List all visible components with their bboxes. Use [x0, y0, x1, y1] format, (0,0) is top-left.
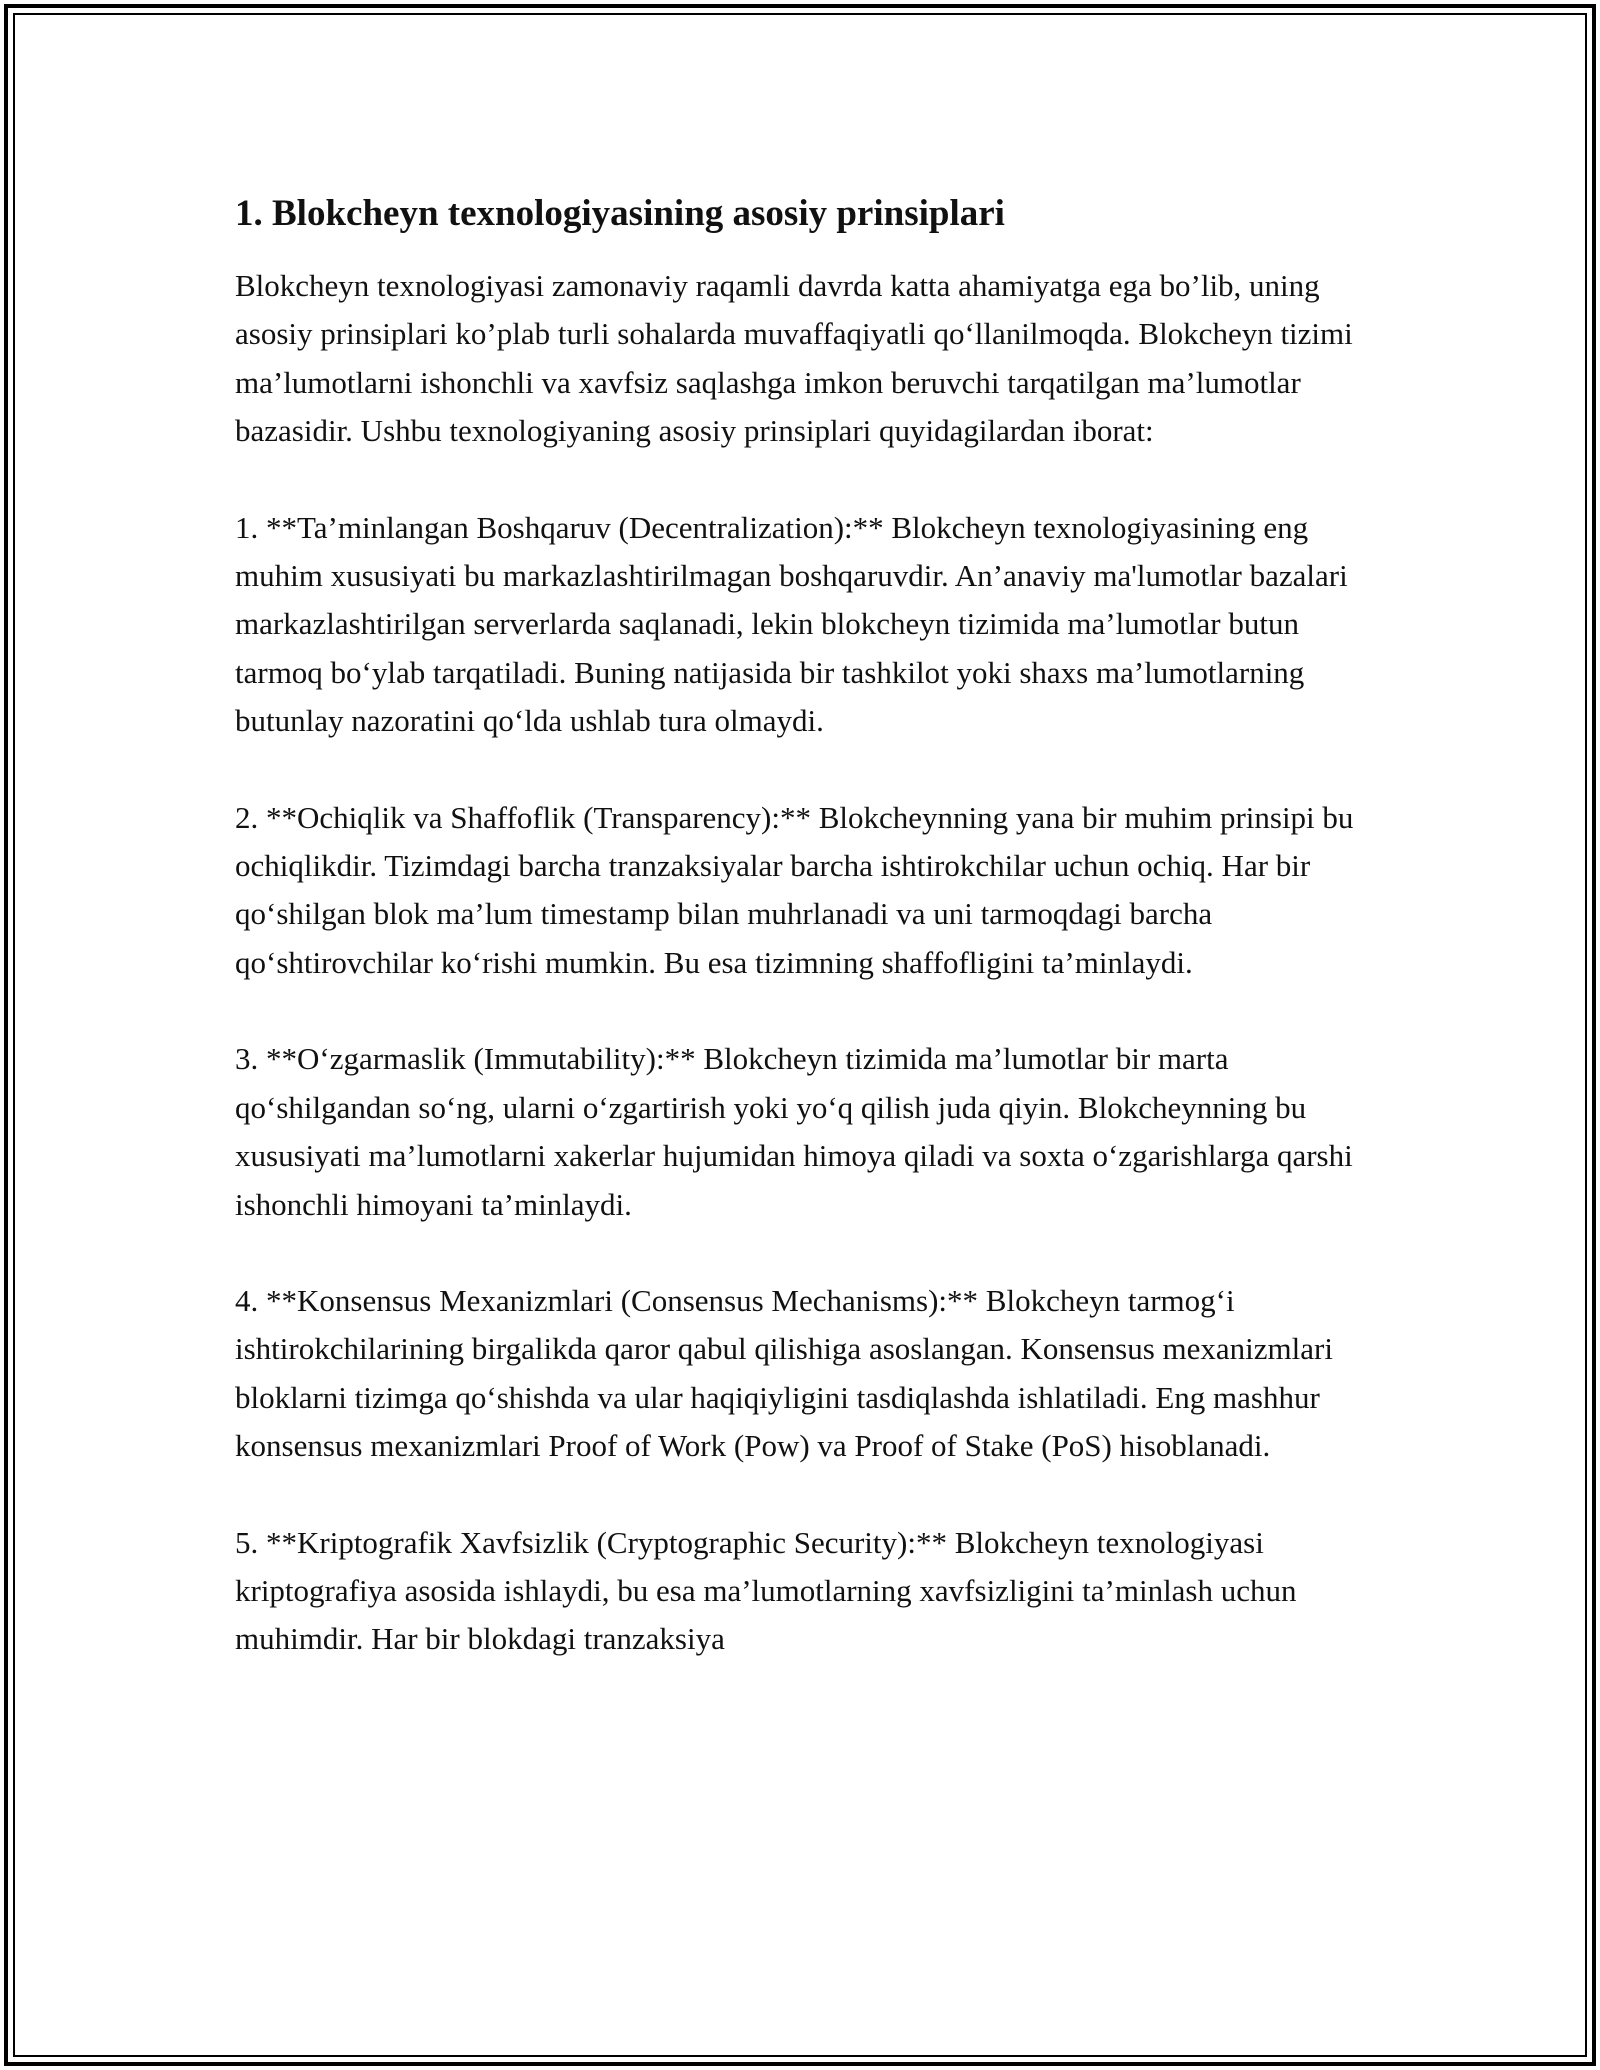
principle-cryptographic-security: 5. **Kriptografik Xavfsizlik (Cryptographic Security):** Blokcheyn texnologiyasi kriptografiya asosida ishlaydi, bu esa ma’lumotlarning xavfsizligini ta’minlash uchun muhimdir. Har bir blokdagi tranzaksiya [235, 1524, 1297, 1657]
principle-immutability: 3. **O‘zgarmaslik (Immutability):** Blokcheyn tizimida ma’lumotlar bir marta qo‘shilgandan so‘ng, ularni o‘zgartirish yoki yo‘q qilish juda qiyin. Blokcheynning bu xususiyati ma’lumotlarni xakerlar hujumidan himoya qiladi va soxta o‘zgarishlarga qarshi ishonchli himoyani ta’minlaydi. [235, 1041, 1353, 1222]
section-heading: 1. Blokcheyn texnologiyasining asosiy prinsiplari [235, 193, 1005, 234]
principle-transparency: 2. **Ochiqlik va Shaffoflik (Transparency):** Blokcheynning yana bir muhim prinsipi bu ochiqlikdir. Tizimdagi barcha tranzaksiyalar barcha ishtirokchilar uchun ochiq. Har bir qo‘shilgan blok ma’lum timestamp bilan muhrlanadi va uni tarmoqdagi barcha qo‘shtirovchilar ko‘rishi mumkin. Bu esa tizimning shaffofligini ta’minlaydi. [235, 799, 1354, 980]
principle-decentralization: 1. **Ta’minlangan Boshqaruv (Decentralization):** Blokcheyn texnologiyasining eng muhim xususiyati bu markazlashtirilmagan boshqaruvdir. An’anaviy ma'lumotlar bazalari markazlashtirilgan serverlarda saqlanadi, lekin blokcheyn tizimida ma’lumotlar butun tarmoq bo‘ylab tarqatiladi. Buning natijasida bir tashkilot yoki shaxs ma’lumotlarning butunlay nazoratini qo‘lda ushlab tura olmaydi. [235, 509, 1348, 739]
principle-consensus: 4. **Konsensus Mexanizmlari (Consensus Mechanisms):** Blokcheyn tarmog‘i ishtirokchilarining birgalikda qaror qabul qilishiga asoslangan. Konsensus mexanizmlari bloklarni tizimga qo‘shishda va ular haqiqiyligini tasdiqlashda ishlatiladi. Eng mashhur konsensus mexanizmlari Proof of Work (Pow) va Proof of Stake (PoS) hisoblanadi. [235, 1282, 1333, 1464]
document-body [235, 190, 1375, 1664]
intro-paragraph: Blokcheyn texnologiyasi zamonaviy raqamli davrda katta ahamiyatga ega bo’lib, uning asosiy prinsiplari ko’plab turli sohalarda muvaffaqiyatli qo‘llanilmoqda. Blokcheyn tizimi ma’lumotlarni ishonchli va xavfsiz saqlashga imkon beruvchi tarqatilgan ma’lumotlar bazasidir. Ushbu texnologiyaning asosiy prinsiplari quyidagilardan iborat: [235, 268, 1353, 449]
